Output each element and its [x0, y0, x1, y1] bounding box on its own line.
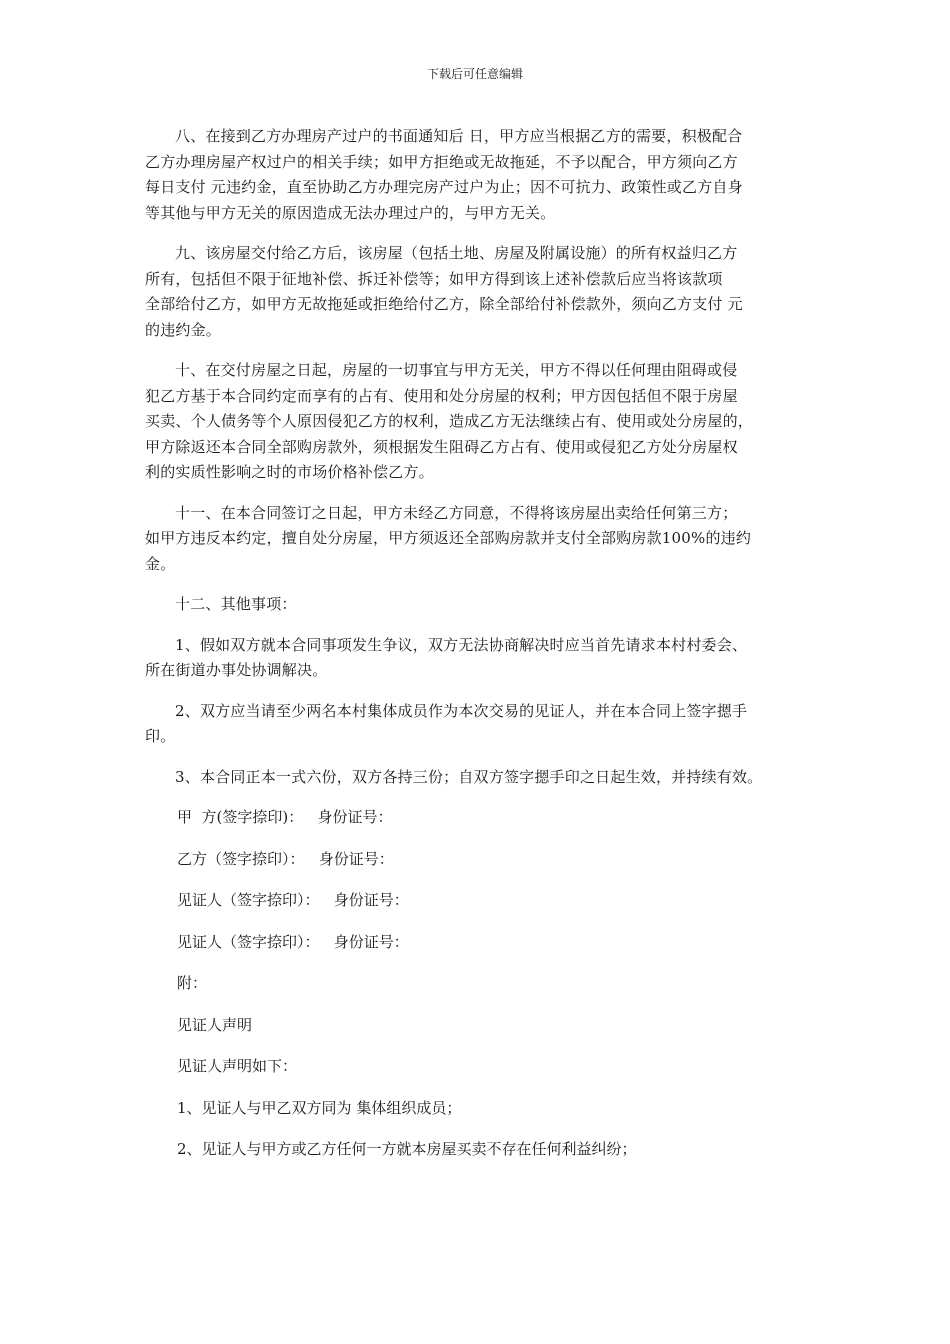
clause-9 [145, 241, 815, 343]
clause-12-heading [145, 592, 815, 618]
clause-8 [145, 124, 815, 226]
clause-12-item-3 [145, 765, 815, 791]
text-line: 所在街道办事处协调解决。 [145, 661, 328, 679]
text-line: 如甲方违反本约定，擅自处分房屋，甲方须返还全部购房款并支付全部购房款100%的违约 [145, 529, 752, 547]
text-line: 甲方除返还本合同全部购房款外，须根据发生阻碍乙方占有、使用或侵犯乙方处分房屋权 [145, 437, 738, 456]
signature-party-b: 乙方（签字捺印）： 身份证号： [177, 849, 394, 868]
appendix-intro: 见证人声明如下： [177, 1057, 298, 1075]
document-body [145, 124, 815, 1179]
text-line: 2、双方应当请至少两名本村集体成员作为本次交易的见证人，并在本合同上签字摁手 [175, 701, 748, 720]
text-line: 八、在接到乙方办理房产过户的书面通知后 日，甲方应当根据乙方的需要，积极配合 [175, 127, 743, 145]
clause-12-item-1 [145, 633, 815, 684]
text-line: 十、在交付房屋之日起，房屋的一切事宜与甲方无关，甲方不得以任何理由阻碍或侵 [175, 361, 738, 379]
text-line: 乙方办理房屋产权过户的相关手续；如甲方拒绝或无故拖延，不予以配合，甲方须向乙方 [145, 152, 738, 171]
text-line: 十一、在本合同签订之日起，甲方未经乙方同意，不得将该房屋出卖给任何第三方； [175, 503, 738, 522]
clause-10 [145, 358, 815, 486]
text-line: 十二、其他事项： [175, 595, 297, 613]
signature-witness-2: 见证人（签字捺印）： 身份证号： [177, 932, 409, 951]
signature-witness-1: 见证人（签字捺印）： 身份证号： [177, 891, 409, 909]
appendix-title: 见证人声明 [177, 1015, 253, 1034]
text-line: 犯乙方基于本合同约定而享有的占有、使用和处分房屋的权利；甲方因包括但不限于房屋 [145, 386, 738, 405]
text-line: 3、本合同正本一式六份，双方各持三份；自双方签字摁手印之日起生效，并持续有效。 [175, 767, 763, 786]
text-line: 全部给付乙方，如甲方无故拖延或拒绝给付乙方，除全部给付补偿款外，须向乙方支付 元 [145, 295, 743, 313]
text-line: 1、假如双方就本合同事项发生争议，双方无法协商解决时应当首先请求本村村委会、 [175, 635, 748, 654]
text-line: 的违约金。 [145, 320, 222, 339]
page-header: 下载后可任意编辑 [426, 67, 523, 81]
text-line: 每日支付 元违约金，直至协助乙方办理完房产过户为止；因不可抗力、政策性或乙方自身 [145, 178, 743, 196]
text-line: 买卖、个人债务等个人原因侵犯乙方的权利，造成乙方无法继续占有、使用或处分房屋的， [145, 412, 754, 430]
text-line: 利的实质性影响之时的市场价格补偿乙方。 [145, 463, 434, 481]
clause-11 [145, 501, 815, 578]
text-line: 九、该房屋交付给乙方后，该房屋（包括土地、房屋及附属设施）的所有权益归乙方 [175, 244, 738, 262]
appendix-item-2: 2、见证人与甲方或乙方任何一方就本房屋买卖不存在任何利益纠纷； [177, 1140, 637, 1158]
text-line: 所有，包括但不限于征地补偿、拆迁补偿等；如甲方得到该上述补偿款后应当将该款项 [145, 269, 723, 288]
appendix-label: 附： [177, 974, 208, 992]
text-line: 等其他与甲方无关的原因造成无法办理过户的，与甲方无关。 [145, 203, 556, 222]
text-line: 印。 [145, 727, 176, 745]
appendix-item-1: 1、见证人与甲乙双方同为 集体组织成员； [177, 1098, 462, 1117]
text-line: 金。 [145, 554, 176, 573]
clause-12-item-2 [145, 699, 815, 750]
signature-party-a: 甲 方(签字捺印)： 身份证号： [177, 808, 393, 826]
